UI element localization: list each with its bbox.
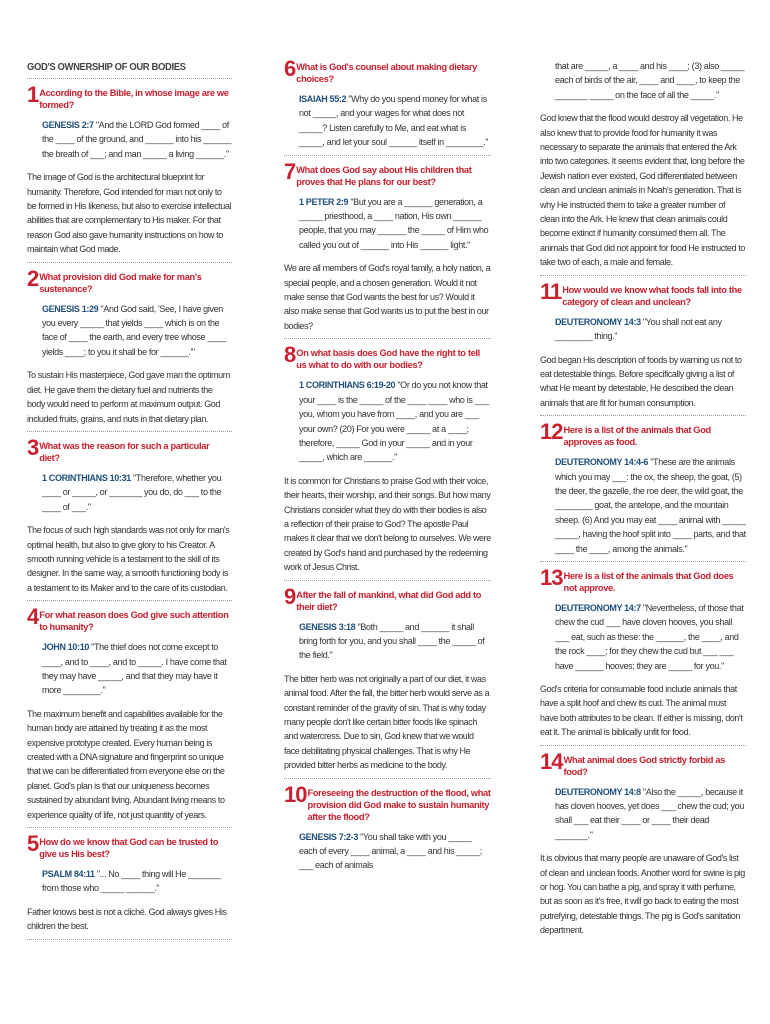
verse-text: "... No ____ thing will He _______ from those who _____ ______." <box>42 869 221 894</box>
question-2 <box>27 265 232 295</box>
question-7 <box>284 158 491 188</box>
scripture-reference: GENESIS 1:29 <box>42 303 99 314</box>
question-number: 2 <box>27 265 39 291</box>
divider <box>540 275 746 276</box>
verse-block <box>555 785 746 843</box>
scripture-reference: GENESIS 7:2-3 <box>299 831 358 842</box>
question-text: How do we know that God can be trusted to give us His best? <box>39 837 219 860</box>
explanation-paragraph: Father knows best is not a cliché. God always gives His children the best. <box>27 906 227 932</box>
verse-text: "Why do you spend money for what is not _____, and your wages for what does not _____? Listen carefully to Me, and eat what is _____, and let your soul ______ itself in ________." <box>299 94 489 148</box>
question-number: 14 <box>540 748 563 774</box>
question-number: 13 <box>540 564 563 590</box>
question-text: What does God say about His children that proves that He plans for our best? <box>296 164 472 187</box>
scripture-reference: GENESIS 3:18 <box>299 621 356 632</box>
divider <box>284 155 491 156</box>
verse-continuation: that are _____, a ____ and his ____; (3) also _____ each of birds of the air, ____ and ____, to keep the _______ _____ on the face of all the _____." <box>555 61 745 100</box>
divider <box>27 431 232 432</box>
explanation-paragraph: God's criteria for consumable food include animals that have a split hoof and chew its cud. The animal must have both attributes to be clean. If either is missing, don't eat it. The animal is biblically unfit for food. <box>540 684 743 738</box>
question-12 <box>540 421 746 448</box>
scripture-reference: PSALM 84:11 <box>42 869 95 880</box>
scripture-reference: DEUTERONOMY 14:4-6 <box>555 457 649 468</box>
verse-text: "The thief does not come except to ____, and to ____, and to _____. I have come that they may have _____, and that they may have it more ________." <box>42 642 227 696</box>
scripture-reference: 1 CORINTHIANS 10:31 <box>42 472 131 483</box>
question-10 <box>284 781 491 823</box>
divider <box>540 745 746 746</box>
verse-text: "You shall not eat any ________ thing." <box>555 316 722 342</box>
divider <box>27 827 232 828</box>
question-8 <box>284 344 491 371</box>
verse-text: "These are the animals which you may ___: the ox, the sheep, the goat, (5) the deer, the gazelle, the roe deer, the wild goat, the ________ goat, the antelope, and the mountain sheep. (6) And you may eat ____ animal with _____ _____, having the hoof split into ____ parts, and that ____ the ____, among the animals." <box>555 457 746 554</box>
question-text: What was the reason for such a particular diet? <box>39 440 210 463</box>
scripture-reference: JOHN 10:10 <box>42 642 90 653</box>
scripture-reference: DEUTERONOMY 14:7 <box>555 602 641 613</box>
question-number: 11 <box>540 278 562 304</box>
question-text: How would we know what foods fall into the category of clean and unclean? <box>562 284 742 307</box>
explanation-paragraph: It is common for Christians to praise God with their voice, their hearts, their worship, and their songs. But how many Christians consider what they do with their bodies is also a reflection of their praise to God? The apostle Paul makes it clear that we don't belong to ourselves. We were created by God's hand and purchased by the redeeming work of Jesus Christ. <box>284 475 491 573</box>
divider <box>284 338 491 339</box>
verse-block <box>299 92 491 150</box>
question-number: 4 <box>27 604 39 630</box>
question-text: On what basis does God have the right to tell us what to do with our bodies? <box>296 348 480 371</box>
question-number: 8 <box>284 342 296 368</box>
question-text: According to the Bible, in whose image are we formed? <box>39 88 229 110</box>
question-text: For what reason does God give such attention to humanity? <box>39 610 229 633</box>
verse-block <box>555 315 746 344</box>
verse-block <box>299 195 491 253</box>
verse-text: "Nevertheless, of those that chew the cud ___ have cloven hooves, you shall ___ eat, such as these: the ______, the ____, and the rock ____; for they chew the cud but ___ ___ have ______ hooves; they are _____ for you." <box>555 602 744 671</box>
question-13 <box>540 564 746 594</box>
explanation-paragraph: The maximum benefit and capabilities available for the human body are attained by treating it as the most expensive prototype created. Every human being is created with a DNA signature and fingerprint so unique that we can be differentiated from everyone else on the planet. God's plan is that our uniqueness becomes sustained by abundant living. Abundant living means to experience quality of life, not just quantity of years. <box>27 708 225 820</box>
verse-text: "And God said, 'See, I have given you every _____ that yields ____ which is on the face of ____ the earth, and every tree whose ____ yields ____; to you it shall be for ______.'" <box>42 303 226 357</box>
question-text: What animal does God strictly forbid as food? <box>563 754 725 777</box>
verse-block <box>42 302 232 360</box>
explanation-paragraph: The bitter herb was not originally a part of our diet, it was animal food. After the fall, the bitter herb would serve as a constant reminder of the gravity of sin. That is why today many people don't like certain bitter foods like spinach and watercress. Due to sin, God knew that we would face debilitating physical challenges. That is why He provided bitter herbs as medicine to the body. <box>284 673 490 771</box>
scripture-reference: DEUTERONOMY 14:8 <box>555 786 641 797</box>
question-11 <box>540 278 746 308</box>
divider <box>27 262 232 263</box>
question-text: What is God's counsel about making dietary choices? <box>296 62 477 84</box>
question-number: 6 <box>284 56 296 81</box>
verse-block <box>299 830 491 873</box>
question-text: Foreseeing the destruction of the flood, what provision did God make to sustain humanity after the flood? <box>307 787 491 822</box>
question-14 <box>540 748 746 778</box>
scripture-reference: 1 PETER 2:9 <box>299 196 349 207</box>
question-number: 12 <box>540 419 563 445</box>
divider <box>27 939 232 940</box>
question-number: 7 <box>284 158 296 184</box>
section-title: GOD'S OWNERSHIP OF OUR BODIES <box>27 61 186 73</box>
verse-text: "And the LORD God formed ____ of the ____ of the ground, and ______ into his ______ the breath of ___; and man _____ a living ______." <box>42 120 232 159</box>
column-1 <box>27 56 232 945</box>
explanation-paragraph: It is obvious that many people are unaware of God's list of clean and unclean foods. Another word for swine is pig or hog. You can bathe a pig, and spray it with perfume, but as soon as it's free, it will go back to eating the most putrefying, detestable things. The pig is God's sanitation department. <box>540 853 745 936</box>
divider <box>27 78 232 79</box>
question-6 <box>284 58 491 85</box>
explanation-paragraph: The focus of such high standards was not only for man's optimal health, but also to give glory to his Creator. A smooth running vehicle is a testament to the skill of its designer. In the same way, a smooth functioning body is a testament to its Maker and to the care of its custodian. <box>27 525 230 593</box>
verse-block <box>299 378 491 464</box>
question-1 <box>27 84 232 111</box>
explanation-paragraph: God knew that the flood would destroy all vegetation. He also knew that to provide food for humanity it was necessary to separate the animals that entered the Ark into two categories. It seems evident that, long before the Jewish nation ever existed, God differentiated between clean and unclean animals in Noah's generation. That is why He instructed them to take a greater number of clean into the Ark. He knew that clean animals could become extinct if humanity consumed them all. The animals that God did not appoint for food He instructed to take two of each, a male and female. <box>540 113 745 268</box>
divider <box>284 580 491 581</box>
question-number: 3 <box>27 434 39 460</box>
verse-text: "Therefore, whether you ____ or _____, or _______ you do, do ___ to the ____ of ___." <box>42 472 222 512</box>
explanation-paragraph: God began His description of foods by warning us not to eat detestable things. Before specifically giving a list of what He meant by detestable, He described the clean animals that are fit for human consumption. <box>540 354 742 408</box>
divider <box>284 778 491 779</box>
scripture-reference: 1 CORINTHIANS 6:19-20 <box>299 380 396 391</box>
question-text: Here is a list of the animals that God approves as food. <box>563 425 711 448</box>
verse-text: "Both _____ and ______ it shall bring forth for you, and you shall ____ the _____ of the field." <box>299 621 485 661</box>
scripture-reference: GENESIS 2:7 <box>42 120 94 130</box>
column-2 <box>284 56 491 873</box>
column-3 <box>540 56 746 938</box>
question-number: 9 <box>284 583 296 609</box>
question-5 <box>27 833 232 860</box>
question-3 <box>27 434 232 464</box>
verse-block <box>555 601 746 673</box>
question-number: 5 <box>27 831 39 857</box>
question-number: 1 <box>27 82 39 107</box>
question-text: What provision did God make for man's sustenance? <box>39 271 202 294</box>
verse-block <box>42 867 232 896</box>
verse-block <box>555 455 746 556</box>
verse-text: "Or do you not know that your ____ is the _____ of the ____ ____ who is ___ you, whom you have from ____, and you are ___ your own? (20) For you were _____ at a ____; therefore, _____ God in your _____ and in your _____, which are ______." <box>299 380 489 463</box>
verse-block <box>42 471 232 514</box>
divider <box>540 415 746 416</box>
divider <box>540 561 746 562</box>
scripture-reference: ISAIAH 55:2 <box>299 94 347 104</box>
verse-text: "You shall take with you _____ each of every ____ animal, a ____ and his _____; ___ each of animals <box>299 831 482 871</box>
verse-block <box>42 640 232 698</box>
explanation-paragraph: The image of God is the architectural blueprint for humanity. Therefore, God intended for man not only to be formed in His likeness, but also to exercise intellectual abilities that are complementary to His maker. For that reason God also gave humanity instructions on how to maintain what God made. <box>27 172 232 255</box>
verse-text: "But you are a ______ generation, a _____ priesthood, a ____ nation, His own ______ people, that you may ______ the _____ of Him who called you out of ______ into His ______ light." <box>299 196 489 250</box>
verse-block <box>299 620 491 663</box>
question-text: Here is a list of the animals that God does not approve. <box>563 570 734 593</box>
question-9 <box>284 583 491 613</box>
question-number: 10 <box>284 781 307 807</box>
divider <box>27 600 232 601</box>
explanation-paragraph: We are all members of God's royal family, a holy nation, a special people, and a chosen generation. Would it not make sense that God wants the best for us? Would it also make sense that God wants us to put the best in our bodies? <box>284 263 491 331</box>
verse-text: "Also the _____, because it has cloven hooves, yet does ___ chew the cud; you shall ___ eat their ____ or ____ their dead _______." <box>555 786 744 840</box>
scripture-reference: DEUTERONOMY 14:3 <box>555 316 641 327</box>
question-text: After the fall of mankind, what did God add to their diet? <box>296 589 482 612</box>
question-4 <box>27 606 232 633</box>
explanation-paragraph: To sustain His masterpiece, God gave man the optimum diet. He gave them the dietary fuel and nutrients the body would need to perform at maximum output. God included fruits, grains, and nuts in that dietary plan. <box>27 370 230 424</box>
verse-block <box>42 118 232 161</box>
